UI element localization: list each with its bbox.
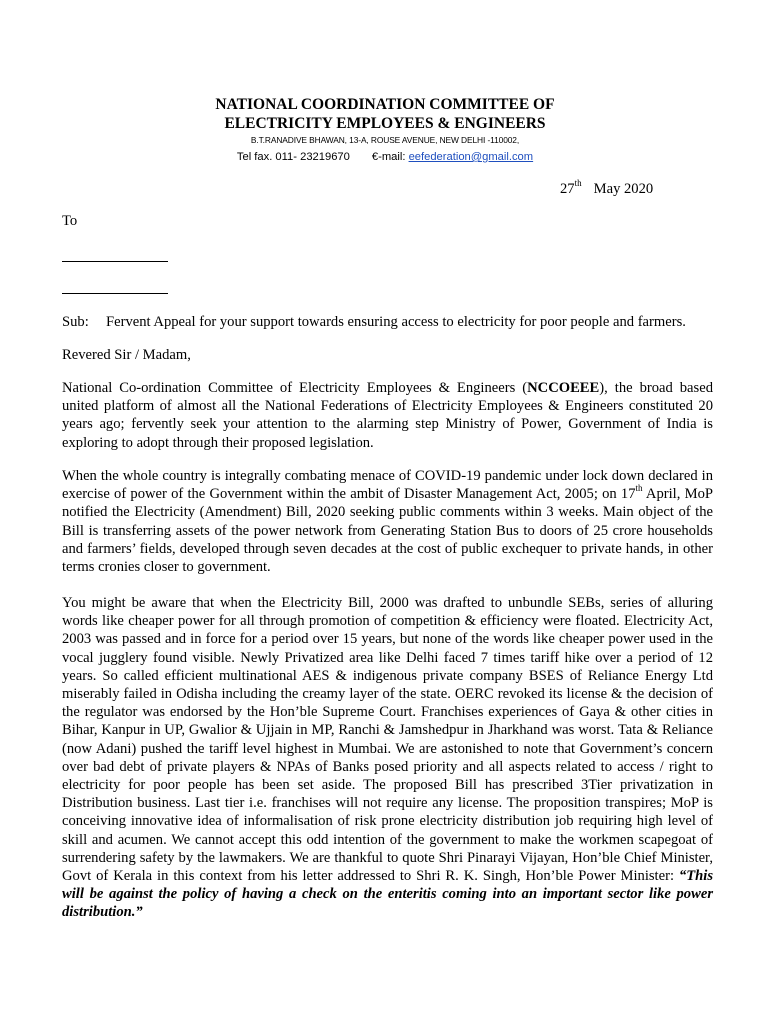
subject-label: Sub: — [62, 314, 89, 330]
letterhead-contact — [0, 148, 770, 166]
letter-date — [560, 180, 653, 198]
letterhead-title-line1: NATIONAL COORDINATION COMMITTEE OF — [215, 96, 555, 113]
subject-line — [62, 313, 686, 331]
paragraph-1 — [62, 379, 713, 452]
letterhead-telfax: Tel fax. 011- 23219670 — [236, 151, 350, 163]
paragraph-3-text: You might be aware that when the Electricity Bill, 2000 was drafted to unbundle SEBs, series of alluring words like cheaper power for all through promotion of competition & efficiency were floated. Electricity Act, 2003 was passed and in force for a period over 15 years, but none of the words like cheaper power used in the vocal jugglery found visible. Newly Privatized area like Delhi faced 7 times tariff hike over a period of 12 years. So called efficient multinational AES & indigenous private company BSES of Reliance Energy Ltd miserably failed in Odisha including the creamy layer of the state. OERC revoked its license & the decision of the regulator was endorsed by the Hon’ble Supreme Court. Franchises experiences of Gaya & other cities in Bihar, Kanpur in UP, Gwalior & Ujjain in MP, Ranchi & Jamshedpur in Jharkhand was worst. Tata & Reliance (now Adani) pushed the tariff level highest in Mumbai. We are astonished to note that Government’s concern over bad debt of private players & NPAs of Banks posed priority and all aspects related to access / right to electricity for poor people has been set aside. The proposed Bill has prescribed 3Tier privatization in Distribution business. Last tier i.e. franchises will not require any license. The proposition transpires; MoP is conceiving innovative idea of informalisation of risk prone electricity distribution job requiring high level of skill and acumen. We cannot accept this odd intention of the government to make the workmen scapegoat of surrendering safety by the lawmakers. We are thankful to quote Shri Pinarayi Vijayan, Hon’ble Chief Minister, Govt of Kerala in this context from his letter addressed to Shri R. K. Singh, Hon’ble Power Minister: — [62, 595, 713, 885]
subject-text: Fervent Appeal for your support towards ensuring access to electricity for poor people and farmers. — [106, 314, 686, 330]
salutation: Revered Sir / Madam, — [62, 347, 191, 363]
paragraph-3 — [62, 594, 713, 922]
paragraph-1-text-b: ), the broad based united platform of almost all the National Federations of Electricity Employees & Engineers constituted 20 years ago; fervently seek your attention to the alarming step Ministry of Power, Government of India is exploring to adopt through their proposed legislation. — [62, 380, 713, 451]
letterhead-email-label: €-mail: — [371, 151, 409, 163]
paragraph-1-text-a: National Co-ordination Committee of Electricity Employees & Engineers ( — [62, 380, 528, 396]
date-day: 27 — [560, 181, 575, 197]
recipient-blank-line-2 — [62, 293, 168, 294]
letterhead-title-line2: ELECTRICITY EMPLOYEES & ENGINEERS — [224, 115, 546, 132]
date-suffix: th — [574, 178, 582, 189]
paragraph-3-quote: “This will be against the policy of having a check on the enteritis coming into an important sector like power distribution.” — [62, 868, 713, 921]
paragraph-2-text-b: April, MoP notified the Electricity (Amendment) Bill, 2020 seeking public comments within 3 weeks. Main object of the Bill is transferring assets of the power network from Generating Station Bus to doors of 25 crore households and farmers’ fields, developed through seven decades at the cost of public exchequer to private hands, in other terms cronies closer to government. — [62, 486, 713, 576]
date-rest: May 2020 — [593, 181, 654, 197]
paragraph-2-text-a: When the whole country is integrally combating menace of COVID-19 pandemic under lock down declared in exercise of power of the Government within the ambit of Disaster Management Act, 2005; on 17 — [62, 468, 713, 503]
paragraph-1-acronym: NCCOEEE — [527, 380, 600, 396]
letterhead-email-link[interactable]: eefederation@gmail.com — [408, 151, 534, 163]
letterhead-address: B.T.RANADIVE BHAWAN, 13-A, ROUSE AVENUE, NEW DELHI -110002, — [250, 135, 520, 145]
recipient-blank-line-1 — [62, 261, 168, 262]
paragraph-2-sup: th — [635, 483, 643, 494]
paragraph-2 — [62, 467, 713, 576]
recipient-to: To — [62, 213, 78, 229]
